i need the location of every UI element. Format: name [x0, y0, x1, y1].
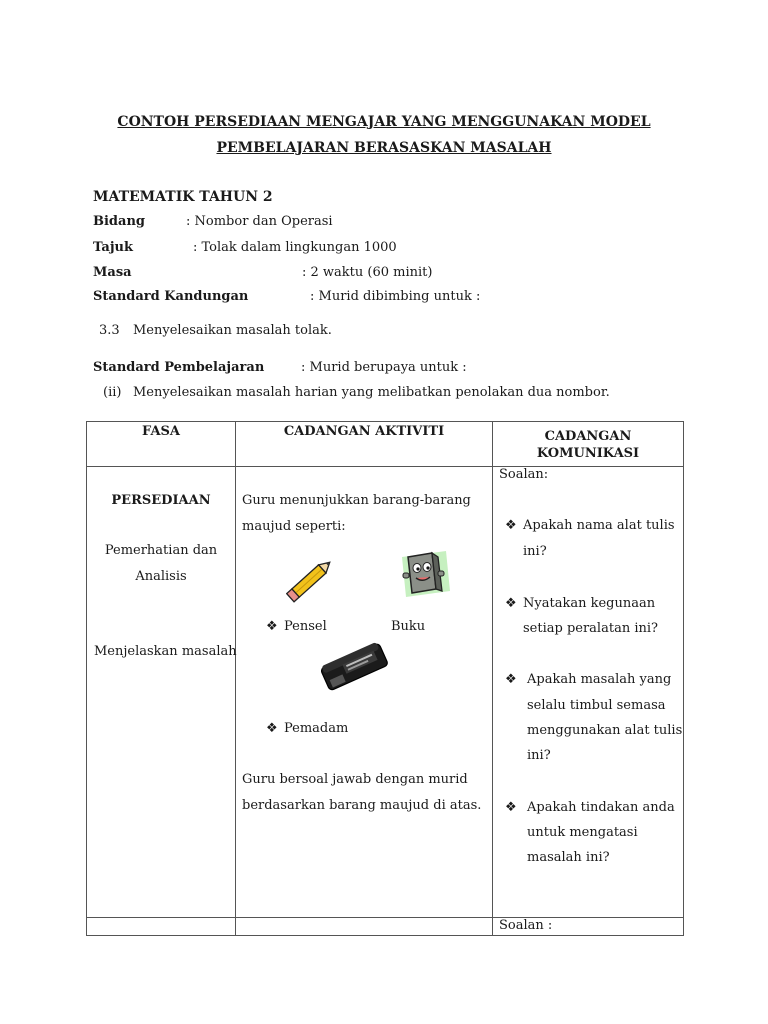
masa-value: : 2 waktu (60 minit)	[302, 265, 433, 280]
bidang-label: Bidang	[93, 214, 145, 229]
header-komunikasi-cell	[493, 422, 684, 467]
standard-kandungan-value: : Murid dibimbing untuk :	[310, 289, 481, 304]
question-1	[505, 518, 675, 533]
aktiviti-intro-line2: maujud seperti:	[242, 519, 346, 534]
q4-line3: masalah ini?	[527, 850, 610, 865]
fasa-cell	[87, 467, 236, 918]
bidang-value: : Nombor dan Operasi	[186, 214, 333, 229]
standard-kandungan-label: Standard Kandungan	[93, 289, 249, 304]
q3-line2: selalu timbul semasa	[527, 698, 666, 713]
fasa-sub2: Menjelaskan masalah	[94, 644, 237, 659]
eraser-icon	[314, 631, 394, 701]
q3-line3: menggunakan alat tulis	[527, 723, 683, 738]
komunikasi-soalan-label: Soalan:	[499, 467, 549, 482]
diamond-bullet-icon: ❖	[505, 596, 517, 611]
standard-pembelajaran-value: : Murid berupaya untuk :	[301, 360, 467, 375]
diamond-bullet-icon: ❖	[266, 619, 278, 634]
header-fasa-cell	[87, 422, 236, 467]
fasa-heading: PERSEDIAAN	[111, 493, 211, 508]
q2-line2: setiap peralatan ini?	[523, 621, 658, 636]
tajuk-label: Tajuk	[93, 240, 134, 255]
aktiviti-cell-next	[236, 918, 493, 936]
doc-title-line-2: PEMBELAJARAN BERASASKAN MASALAH	[216, 140, 552, 156]
aktiviti-intro-line1: Guru menunjukkan barang-barang	[242, 493, 471, 508]
next-row-soalan: Soalan :	[499, 918, 553, 933]
q1-line2: ini?	[523, 544, 547, 559]
header-aktiviti: CADANGAN AKTIVITI	[283, 424, 445, 439]
item-pensel-label: Pensel	[284, 619, 327, 634]
masa-label: Masa	[93, 265, 132, 280]
q3-line1: Apakah masalah yang	[527, 672, 672, 687]
subject-heading: MATEMATIK TAHUN 2	[93, 189, 273, 205]
sk-item-text: Menyelesaikan masalah tolak.	[133, 323, 332, 338]
sp-item-text: Menyelesaikan masalah harian yang melibatkan penolakan dua nombor.	[133, 385, 610, 400]
sp-item-number: (ii)	[103, 385, 122, 400]
aktiviti-outro-line1: Guru bersoal jawab dengan murid	[242, 772, 468, 787]
table-row	[87, 918, 684, 936]
diamond-bullet-icon: ❖	[266, 721, 278, 736]
header-komunikasi-line-2: KOMUNIKASI	[536, 446, 640, 461]
diamond-bullet-icon: ❖	[505, 518, 517, 533]
q4-line2: untuk mengatasi	[527, 825, 638, 840]
fasa-sub1-line1: Pemerhatian dan	[104, 543, 218, 558]
aktiviti-cell	[236, 467, 493, 918]
item-pemadam-label: Pemadam	[284, 721, 349, 736]
q4-line1: Apakah tindakan anda	[527, 800, 675, 815]
item-buku-label: Buku	[391, 619, 426, 634]
question-2	[505, 596, 655, 611]
aktiviti-outro-line2: berdasarkan barang maujud di atas.	[242, 798, 482, 813]
header-komunikasi-line-1: CADANGAN	[544, 429, 632, 444]
pencil-icon	[286, 553, 340, 603]
fasa-sub1-line2: Analisis	[135, 569, 187, 584]
item-pemadam	[266, 721, 348, 736]
tajuk-value: : Tolak dalam lingkungan 1000	[193, 240, 397, 255]
table-row	[87, 467, 684, 918]
book-icon	[396, 547, 452, 601]
doc-title-line-1: CONTOH PERSEDIAAN MENGAJAR YANG MENGGUNAKAN MODEL	[117, 114, 651, 130]
komunikasi-cell	[493, 467, 684, 918]
question-3	[505, 672, 671, 687]
q1-line1: Apakah nama alat tulis	[523, 518, 675, 533]
komunikasi-cell-next	[493, 918, 684, 936]
standard-pembelajaran-label: Standard Pembelajaran	[93, 360, 265, 375]
diamond-bullet-icon: ❖	[505, 800, 517, 815]
table-header-row	[87, 422, 684, 467]
header-fasa: FASA	[141, 424, 181, 439]
question-4	[505, 800, 675, 815]
header-aktiviti-cell	[236, 422, 493, 467]
lesson-plan-table	[86, 421, 684, 936]
sk-item-number: 3.3	[99, 323, 120, 338]
diamond-bullet-icon: ❖	[505, 672, 517, 687]
fasa-cell-next	[87, 918, 236, 936]
q3-line4: ini?	[527, 748, 551, 763]
q2-line1: Nyatakan kegunaan	[523, 596, 656, 611]
